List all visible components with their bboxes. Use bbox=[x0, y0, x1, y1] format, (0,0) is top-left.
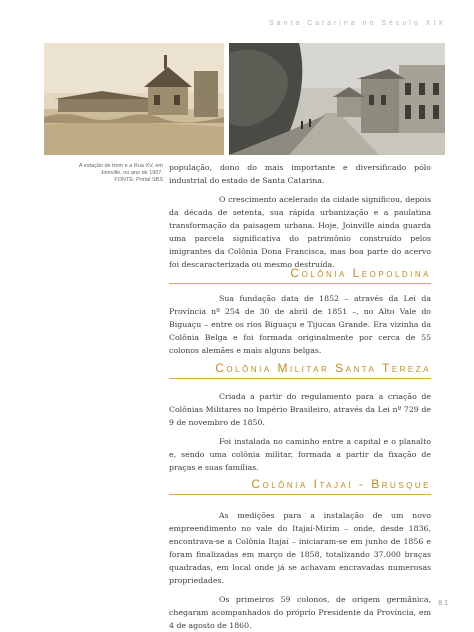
caption-line-1: A estação de trem e a Rua XV, em bbox=[78, 163, 163, 169]
intro-section bbox=[169, 161, 431, 271]
leopoldina-paragraph-1: Sua fundação data de 1852 – através da Lei da Província nº 254 de 30 de abril de 1851 –, no Alto Vale do Biguaçu – entre os rios Biguaçu e Tijucas Grande. Era vizinha da Colônia Belga e foi formada originalmente por cerca de 55 colonos alemães e mais alguns belgas. bbox=[169, 294, 431, 355]
santa-tereza-paragraph-1: Criada a partir do regulamento para a criação de Colônias Militares no Império Brasileiro, através da Lei nº 729 de 9 de novembro de 1850. bbox=[169, 392, 431, 427]
running-head: Santa Catarina no Século XIX bbox=[268, 20, 446, 27]
itajai-section bbox=[169, 509, 431, 632]
page-number: 81 bbox=[438, 600, 450, 607]
intro-paragraph-2: O crescimento acelerado da cidade significou, depois da década de setenta, sua rápida urbanização e a paulatina transformação da paisagem urbana. Hoje, Joinville ainda guarda uma parcela significativa do patrimônio construído pelos imigrantes da Colônia Dona Francisca, mas boa parte do acervo foi descaracterizada ou mesmo destruída. bbox=[169, 195, 431, 269]
santa-tereza-section bbox=[169, 390, 431, 474]
heading-itajai-brusque: Colônia Itajaí - Brusque bbox=[251, 477, 431, 491]
heading-rule bbox=[169, 283, 431, 284]
photo-caption bbox=[18, 163, 163, 184]
heading-rule bbox=[169, 494, 431, 495]
caption-source: FONTE: Portal SBS bbox=[114, 177, 163, 183]
caption-line-2: Joinville, no ano de 1907. bbox=[100, 170, 163, 176]
intro-paragraph-1: população, dono do mais importante e diversificado pólo industrial do estado de Santa Catarina. bbox=[169, 163, 431, 185]
santa-tereza-paragraph-2: Foi instalada no caminho entre a capital e o planalto e, sendo uma colônia militar, formada a partir da fixação de praças e suas famílias. bbox=[169, 437, 431, 472]
street-photo bbox=[229, 43, 445, 155]
heading-leopoldina: Colônia Leopoldina bbox=[290, 266, 431, 280]
heading-santa-tereza: Colônia Militar Santa Tereza bbox=[215, 361, 431, 375]
station-photo bbox=[44, 43, 224, 155]
leopoldina-section bbox=[169, 292, 431, 357]
itajai-paragraph-2: Os primeiros 59 colonos, de origem germânica, chegaram acompanhados do próprio Presidente da Província, em 4 de agosto de 1860. bbox=[169, 595, 431, 630]
itajai-paragraph-1: As medições para a instalação de um novo empreendimento no vale do Itajaí-Mirim – onde, desde 1836, encontrava-se a Colônia Itajaí – iniciaram-se em junho de 1856 e foram finalizadas em março de 1858, totalizando 37.000 braças quadradas, em local onde já se achavam encravadas numerosas propriedades. bbox=[169, 511, 431, 585]
heading-rule bbox=[169, 378, 431, 379]
